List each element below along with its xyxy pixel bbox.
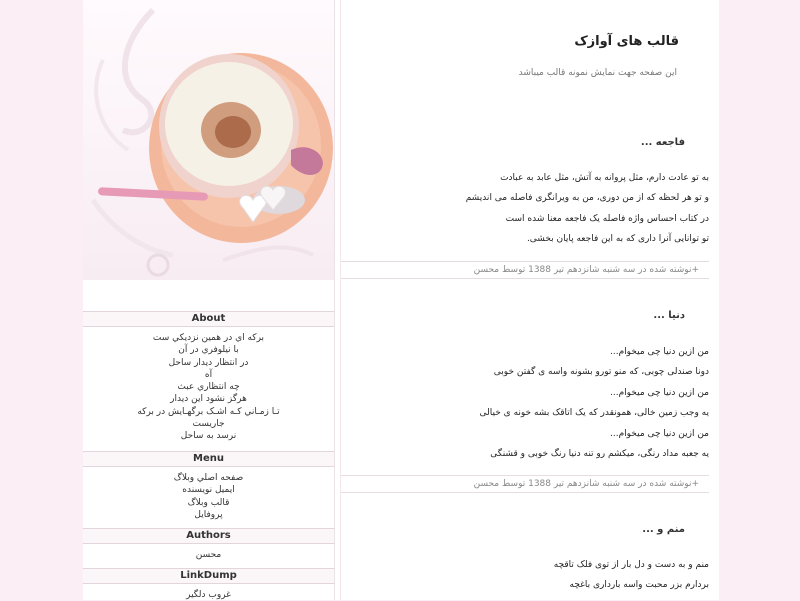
linkdump-list xyxy=(83,589,334,601)
post-line: یه وجب زمین خالی، همونقدر که یک اتاقک بشه خونه ی خیالی xyxy=(479,408,709,419)
blog-title[interactable]: قالب های آوازک xyxy=(574,34,679,49)
sidebar xyxy=(83,0,335,600)
about-line: با نيلوفري در آن xyxy=(178,345,239,356)
author-link[interactable]: محسن xyxy=(195,550,222,560)
post-line: در کتاب احساس واژه فاصله یک فاجعه معنا شده است xyxy=(505,213,709,224)
blog-description: این صفحه جهت نمایش نمونه قالب میباشد xyxy=(518,68,677,78)
about-line: چه انتظاري عبث xyxy=(177,382,240,393)
menu-item-home[interactable]: صفحه اصلي وبلاگ xyxy=(173,473,244,483)
coffee-cup-illustration xyxy=(83,0,334,280)
post-title[interactable]: فاجعه ... xyxy=(640,137,685,148)
linkdump-title: LinkDump xyxy=(83,568,334,584)
about-line: جاريست xyxy=(192,419,225,430)
post-line: تو توانایی آنرا داری که به این فاجعه پایان بخشی. xyxy=(526,234,709,245)
post-line: و تو هر لحظه که از من دوری، من به ویرانگری فاصله می اندیشم xyxy=(465,193,709,204)
header-image xyxy=(83,0,334,280)
linkdump-link[interactable]: غروب دلگير xyxy=(186,590,231,600)
post-footer xyxy=(341,475,709,493)
authors-title: Authors xyxy=(83,528,334,544)
menu-item-email[interactable]: ايميل نويسنده xyxy=(182,485,235,496)
about-title: About xyxy=(83,311,334,327)
post-line: من ازین دنیا چی میخوام... xyxy=(609,387,709,398)
post-footer xyxy=(341,261,709,279)
menu-list xyxy=(83,472,334,521)
about-line: برکه اي در همين نزديکي ست xyxy=(152,333,265,343)
about-text xyxy=(83,332,334,443)
post-line: بردارم بزر محبت واسه بارداری باغچه xyxy=(569,580,709,591)
post-meta-link[interactable]: +نوشته شده در سه شنبه شانزدهم تیر 1388 توسط محسن xyxy=(473,479,699,489)
post-line: به تو عادت دارم، مثل پروانه به آتش، مثل عابد به عبادت xyxy=(500,173,709,183)
about-line: هرگز نشود اين ديدار xyxy=(170,394,247,405)
menu-title: Menu xyxy=(83,451,334,467)
post-line: دونا صندلی چوبی، که منو تورو بشونه واسه ی گفتن خوبی xyxy=(493,367,709,378)
post-line: من ازین دنیا چی میخوام... xyxy=(609,347,709,357)
post-title[interactable]: دنیا ... xyxy=(653,310,685,321)
post-body xyxy=(349,168,709,250)
about-line: آه xyxy=(204,369,213,380)
post-line: من ازین دنیا چی میخوام... xyxy=(609,428,709,439)
post-title[interactable]: منم و ... xyxy=(642,524,685,535)
main-content xyxy=(340,0,719,600)
post-meta-link[interactable]: +نوشته شده در سه شنبه شانزدهم تیر 1388 توسط محسن xyxy=(473,265,699,275)
about-line: در انتظار ديدار ساحل xyxy=(168,357,249,368)
about-line: نرسد به ساحل xyxy=(180,431,237,442)
menu-item-template[interactable]: قالب وبلاگ xyxy=(187,497,230,508)
menu-item-profile[interactable]: پروفايل xyxy=(194,509,223,520)
authors-list xyxy=(83,549,334,561)
post-body xyxy=(349,555,709,596)
about-line: تـا زمـاني کـه اشـک برگهـايش در برکه xyxy=(137,406,280,417)
post-line: منم و به دست و دل بار از توی فلک تاقچه xyxy=(553,560,709,570)
post-line: یه جعبه مداد رنگی، میکشم رو تنه دنیا رنگ خوبی و قشنگی xyxy=(490,448,709,459)
post-body xyxy=(349,342,709,464)
